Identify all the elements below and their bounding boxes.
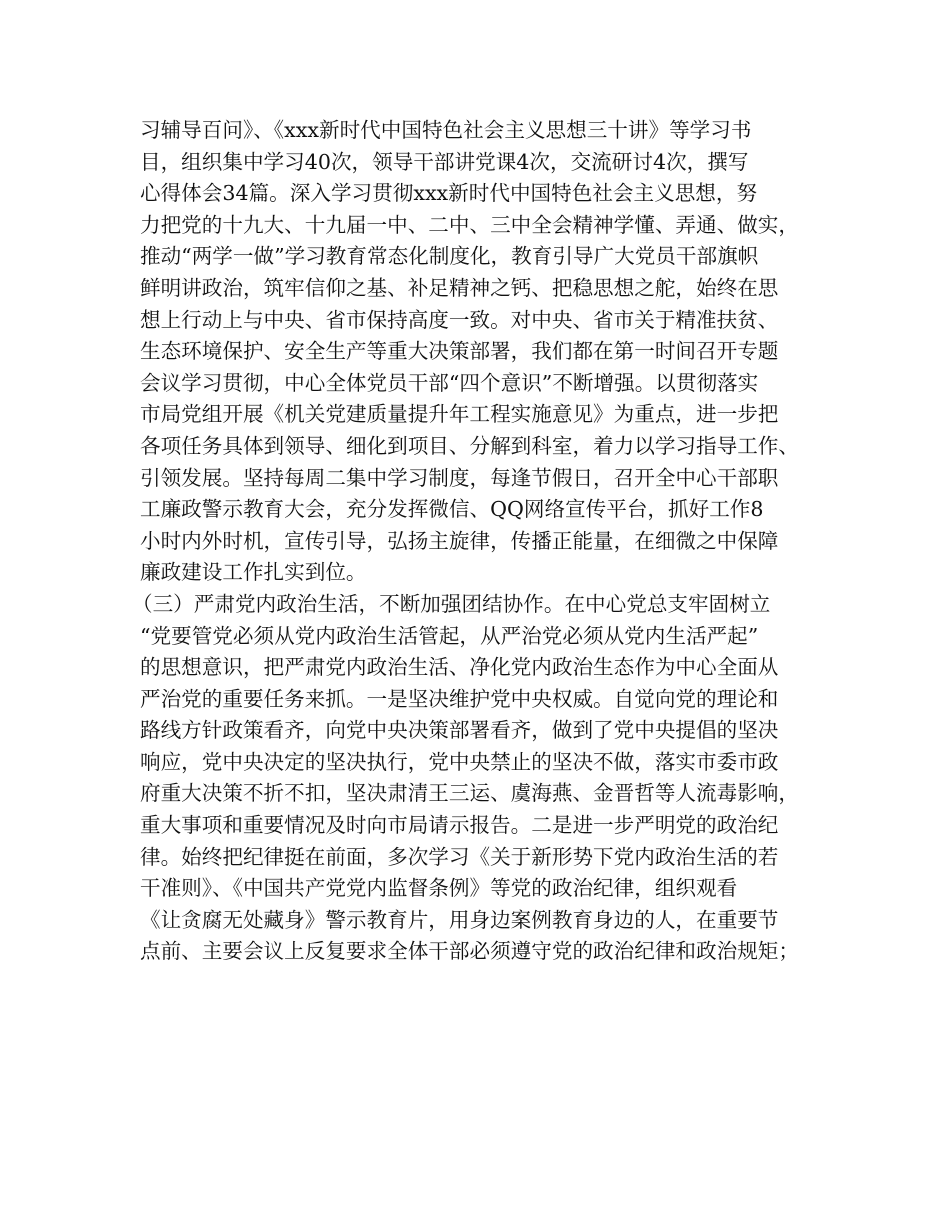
text-line: 《让贪腐无处藏身》警示教育片，用身边案例教育身边的人，在重要节 bbox=[140, 907, 779, 932]
text-line: 干准则》、《中国共产党党内监督条例》等党的政治纪律，组织观看 bbox=[140, 876, 738, 901]
text-line: 市局党组开展《机关党建质量提升年工程实施意见》为重点，进一步把 bbox=[140, 402, 779, 427]
text-line: 目，组织集中学习40次，领导干部讲党课4次，交流研讨4次，撰写 bbox=[140, 149, 749, 174]
text-line: 鲜明讲政治，筑牢信仰之基、补足精神之钙、把稳思想之舵，始终在思 bbox=[140, 275, 779, 300]
text-line: 力把党的十九大、十九届一中、二中、三中全会精神学懂、弄通、做实， bbox=[140, 212, 799, 237]
text-line: 的思想意识，把严肃党内政治生活、净化党内政治生态作为中心全面从 bbox=[140, 655, 779, 680]
body-text bbox=[132, 115, 820, 968]
text-line: 廉政建设工作扎实到位。 bbox=[140, 560, 367, 585]
text-line: 小时内外时机，宣传引导，弘扬主旋律，传播正能量，在细微之中保障 bbox=[140, 528, 779, 553]
text-line: 路线方针政策看齐，向党中央决策部署看齐，做到了党中央提倡的坚决 bbox=[140, 718, 779, 743]
text-line: 律。始终把纪律挺在前面，多次学习《关于新形势下党内政治生活的若 bbox=[140, 844, 779, 869]
text-line: 想上行动上与中央、省市保持高度一致。对中央、省市关于精准扶贫、 bbox=[140, 307, 779, 332]
text-line: 心得体会34篇。深入学习贯彻xxx新时代中国特色社会主义思想，努 bbox=[140, 181, 758, 206]
text-line: 会议学习贯彻，中心全体党员干部“四个意识”不断增强。以贯彻落实 bbox=[140, 370, 759, 395]
text-line: “党要管党必须从党内政治生活管起，从严治党必须从党内生活严起” bbox=[140, 623, 759, 648]
text-line: 生态环境保护、安全生产等重大决策部署，我们都在第一时间召开专题 bbox=[140, 339, 779, 364]
text-line: 习辅导百问》、《xxx新时代中国特色社会主义思想三十讲》等学习书 bbox=[140, 118, 752, 142]
text-line: 各项任务具体到领导、细化到项目、分解到科室，着力以学习指导工作、 bbox=[140, 433, 799, 458]
text-line: 推动“两学一做”学习教育常态化制度化，教育引导广大党员干部旗帜 bbox=[140, 244, 759, 269]
text-line: 府重大决策不折不扣，坚决肃清王三运、虞海燕、金晋哲等人流毒影响， bbox=[140, 781, 799, 806]
text-line: 严治党的重要任务来抓。一是坚决维护党中央权威。自觉向党的理论和 bbox=[140, 686, 779, 711]
text-line: 点前、主要会议上反复要求全体干部必须遵守党的政治纪律和政治规矩； bbox=[140, 939, 799, 964]
text-line: 引领发展。坚持每周二集中学习制度，每逢节假日，召开全中心干部职 bbox=[140, 465, 779, 490]
text-line: 响应，党中央决定的坚决执行，党中央禁止的坚决不做，落实市委市政 bbox=[140, 749, 779, 774]
section-heading-line: （三）严肃党内政治生活，不断加强团结协作。在中心党总支牢固树立 bbox=[132, 591, 771, 616]
text-line: 重大事项和重要情况及时向市局请示报告。二是进一步严明党的政治纪 bbox=[140, 813, 779, 838]
text-line: 工廉政警示教育大会，充分发挥微信、QQ网络宣传平台，抓好工作8 bbox=[140, 497, 764, 522]
